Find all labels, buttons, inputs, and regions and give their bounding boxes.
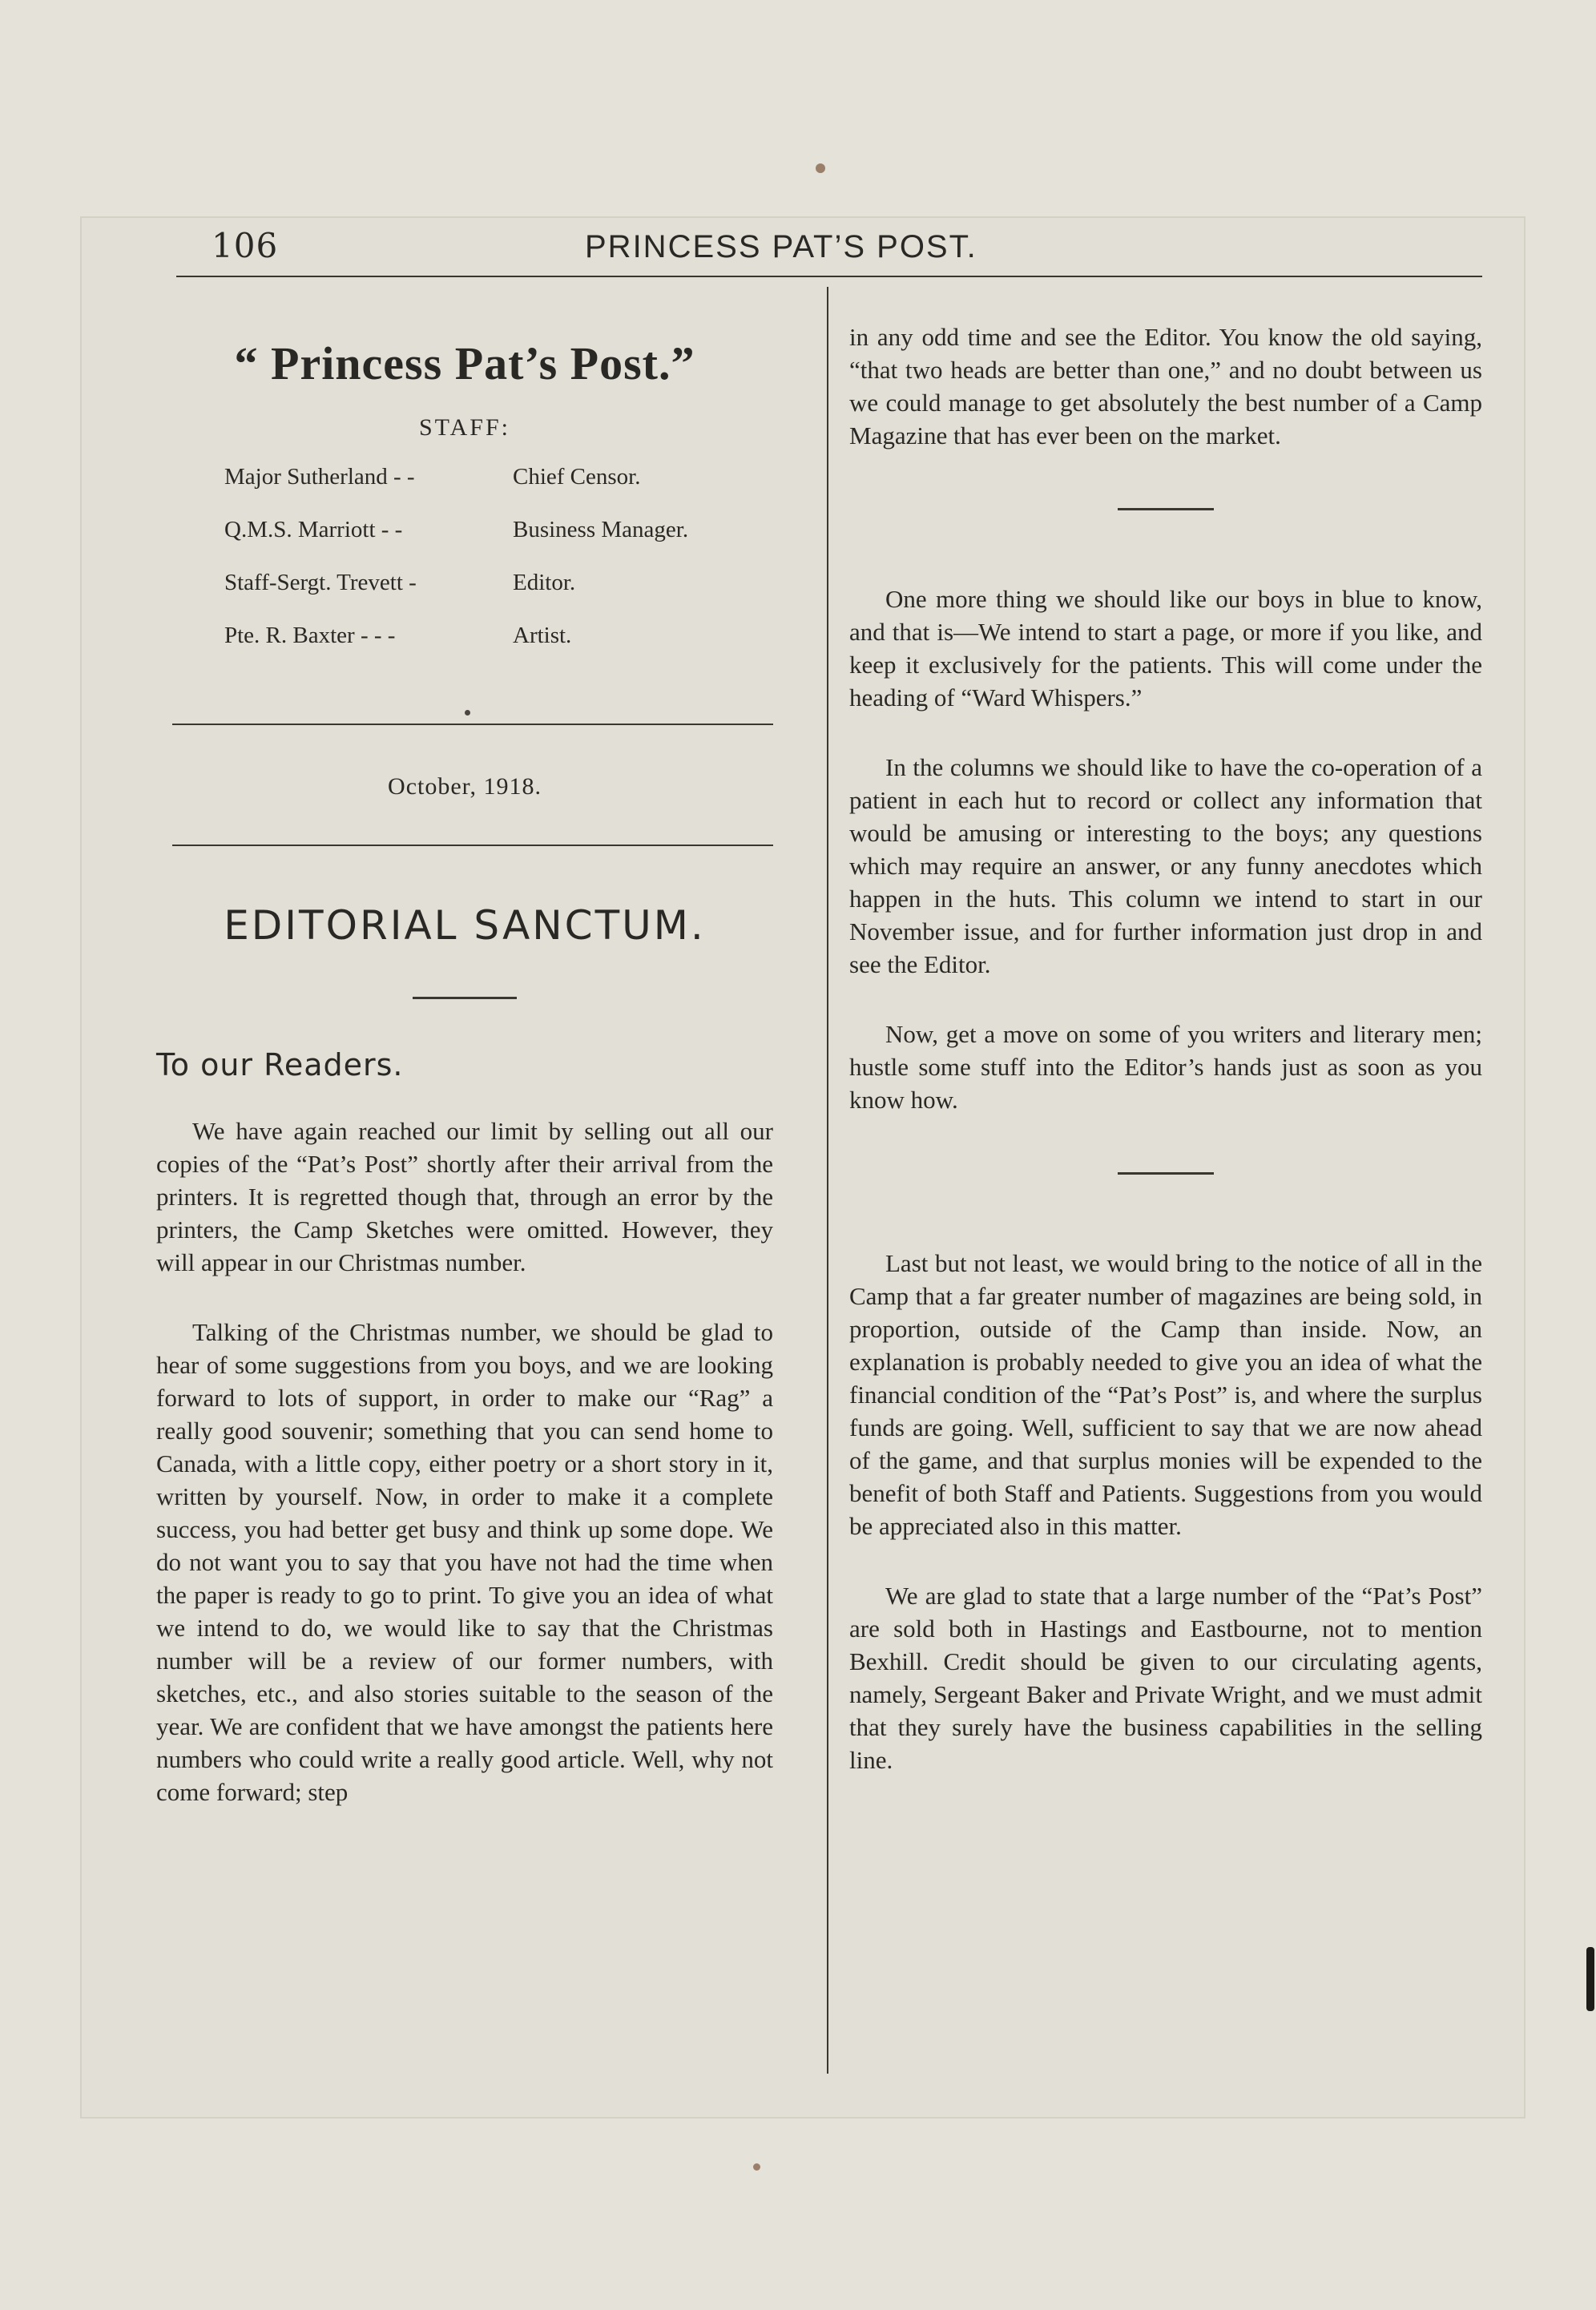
right-column [849,320,1482,1813]
paragraph: Now, get a move on some of you writers and literary men; hustle some stuff into the Editor’s hands just as soon as you know how. [849,1020,1482,1114]
masthead-rule [172,845,773,846]
masthead-title: “ Princess Pat’s Post.” [234,337,695,389]
paper-speck [753,2163,760,2171]
staff-role: Artist. [513,623,572,648]
paragraph: in any odd time and see the Editor. You know the old saying, “that two heads are better than one,” and no doubt between us we could manage to get absolutely the best number of a Camp Magazine that has ever been on the market. [849,323,1482,450]
running-title: PRINCESS PAT’S POST. [585,229,977,264]
paragraph: In the columns we should like to have the co-operation of a patient in each hut to record or collect any information that would be amusing or interesting to the boys; any questions which may require an answer, or any funny anecdotes which happen in the huts. This column we intend to start in our November issue, and for further information just drop in and see the Editor. [849,753,1482,978]
staff-row [224,623,773,675]
staff-name: Major Sutherland - - [224,464,415,490]
section-rule [413,997,517,999]
staff-row [224,464,773,517]
staff-role: Editor. [513,570,576,595]
staff-role: Business Manager. [513,517,689,542]
staff-role: Chief Censor. [513,464,641,490]
page-edge-mark [1586,1947,1594,2011]
section-divider [1118,1172,1214,1175]
paragraph: Talking of the Christmas number, we should be glad to hear of some suggestions from you boys, and we are looking forward to lots of support, in order to make our “Rag” a really good souvenir; something that you can send home to Canada, with a little copy, either poetry or a short story in it, written by yourself. Now, in order to make it a complete success, you had better get busy and think up some dope. We do not want you to say that you have not had the time when the paper is ready to go to print. To give you an idea of what we intend to do, we would like to say that the Christmas number will be a review of our former numbers, with sketches, etc., and also stories suitable to the season of the year. We are confident that we have amongst the patients here numbers who could write a really good article. Well, why not come forward; step [156,1318,773,1806]
left-column [156,337,773,1845]
section-divider [1118,508,1214,510]
subheading: To our Readers. [156,1047,404,1082]
staff-label: STAFF: [419,414,510,441]
staff-name: Q.M.S. Marriott - - [224,517,403,542]
paragraph: We are glad to state that a large number of the “Pat’s Post” are sold both in Hastings and Eastbourne, not to mention Bexhill. Credit should be given to our circulating agents, namely, Sergeant Baker and Private Wright, and we must admit that they surely have the business capabilities in the selling line. [849,1582,1482,1774]
running-head [176,226,1482,282]
column-rule [827,287,828,2074]
section-title: EDITORIAL SANCTUM. [224,902,706,949]
staff-row [224,570,773,623]
masthead-rule [172,724,773,725]
paragraph: One more thing we should like our boys in blue to know, and that is—We intend to start a page, or more if you like, and keep it exclusively for the patients. This will come under the heading of “Ward Whispers.” [849,585,1482,712]
paragraph: We have again reached our limit by selling out all our copies of the “Pat’s Post” shortly after their arrival from the printers. It is regretted though that, through an error by the printers, the Camp Sketches were omitted. However, they will appear in our Christmas number. [156,1117,773,1276]
page-number: 106 [212,226,279,265]
paragraph: Last but not least, we would bring to the notice of all in the Camp that a far greater number of magazines are being sold, in proportion, outside of the Camp than inside. Now, an explanation is probably needed to give you an idea of what the financial condition of the “Pat’s Post” is, and where the surplus funds are going. Well, sufficient to say that we are now ahead of the game, and that surplus monies will be expended to the benefit of both Staff and Patients. Suggestions from you would be appreciated also in this matter. [849,1249,1482,1540]
paper-speck [816,163,825,173]
header-rule [176,276,1482,277]
staff-row [224,517,773,570]
staff-name: Pte. R. Baxter - - - [224,623,396,648]
staff-list [224,464,773,675]
issue-date: October, 1918. [388,773,542,800]
staff-name: Staff-Sergt. Trevett - [224,570,417,595]
